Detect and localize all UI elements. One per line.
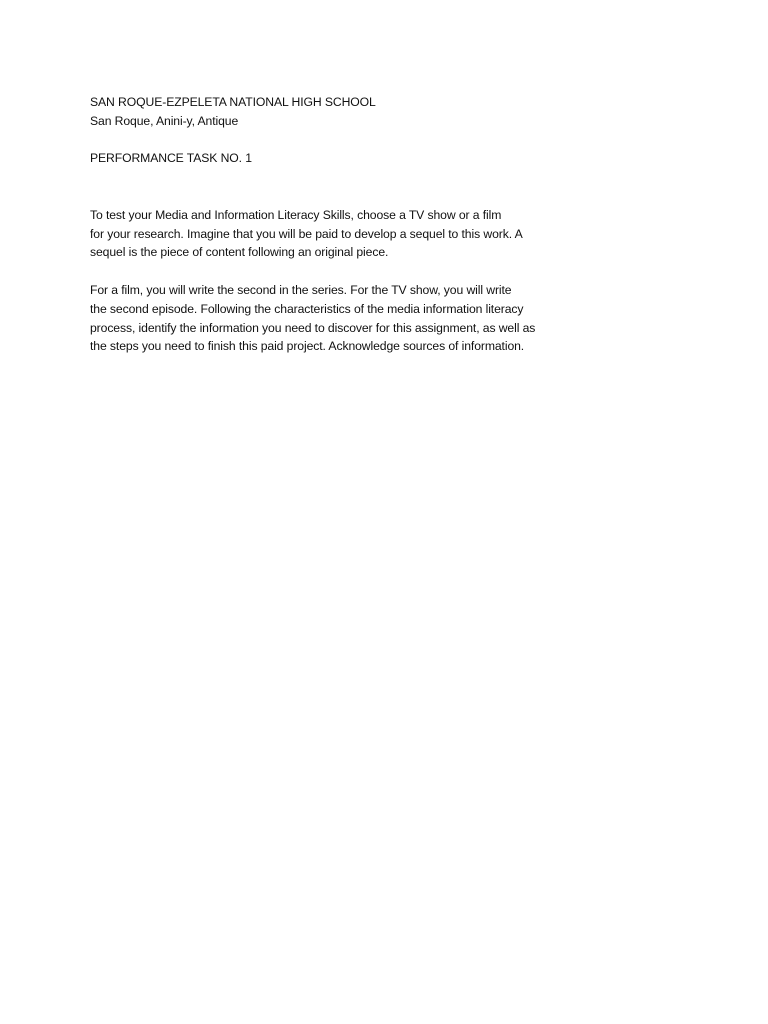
paragraph-2-line-4: the steps you need to finish this paid project. Acknowledge sources of information. <box>90 339 525 354</box>
task-title: PERFORMANCE TASK NO. 1 <box>90 151 252 166</box>
paragraph-1-line-1: To test your Media and Information Literacy Skills, choose a TV show or a film <box>90 207 502 222</box>
paragraph-2-line-2: the second episode. Following the characteristics of the media information literacy <box>90 301 524 316</box>
school-address: San Roque, Anini-y, Antique <box>90 113 239 128</box>
paragraph-1-line-3: sequel is the piece of content following an original piece. <box>90 245 389 260</box>
spacer <box>90 262 590 281</box>
paragraph-2 <box>90 281 590 356</box>
paragraph-2-line-3: process, identify the information you need to discover for this assignment, as well as <box>90 320 536 335</box>
school-name: SAN ROQUE-EZPELETA NATIONAL HIGH SCHOOL <box>90 95 376 109</box>
spacer <box>90 131 590 150</box>
paragraph-1-line-2: for your research. Imagine that you will be paid to develop a sequel to this work. A <box>90 226 523 241</box>
paragraph-1 <box>90 206 590 262</box>
document-content <box>90 93 590 356</box>
paragraph-2-line-1: For a film, you will write the second in the series. For the TV show, you will write <box>90 282 512 297</box>
spacer <box>90 168 590 206</box>
